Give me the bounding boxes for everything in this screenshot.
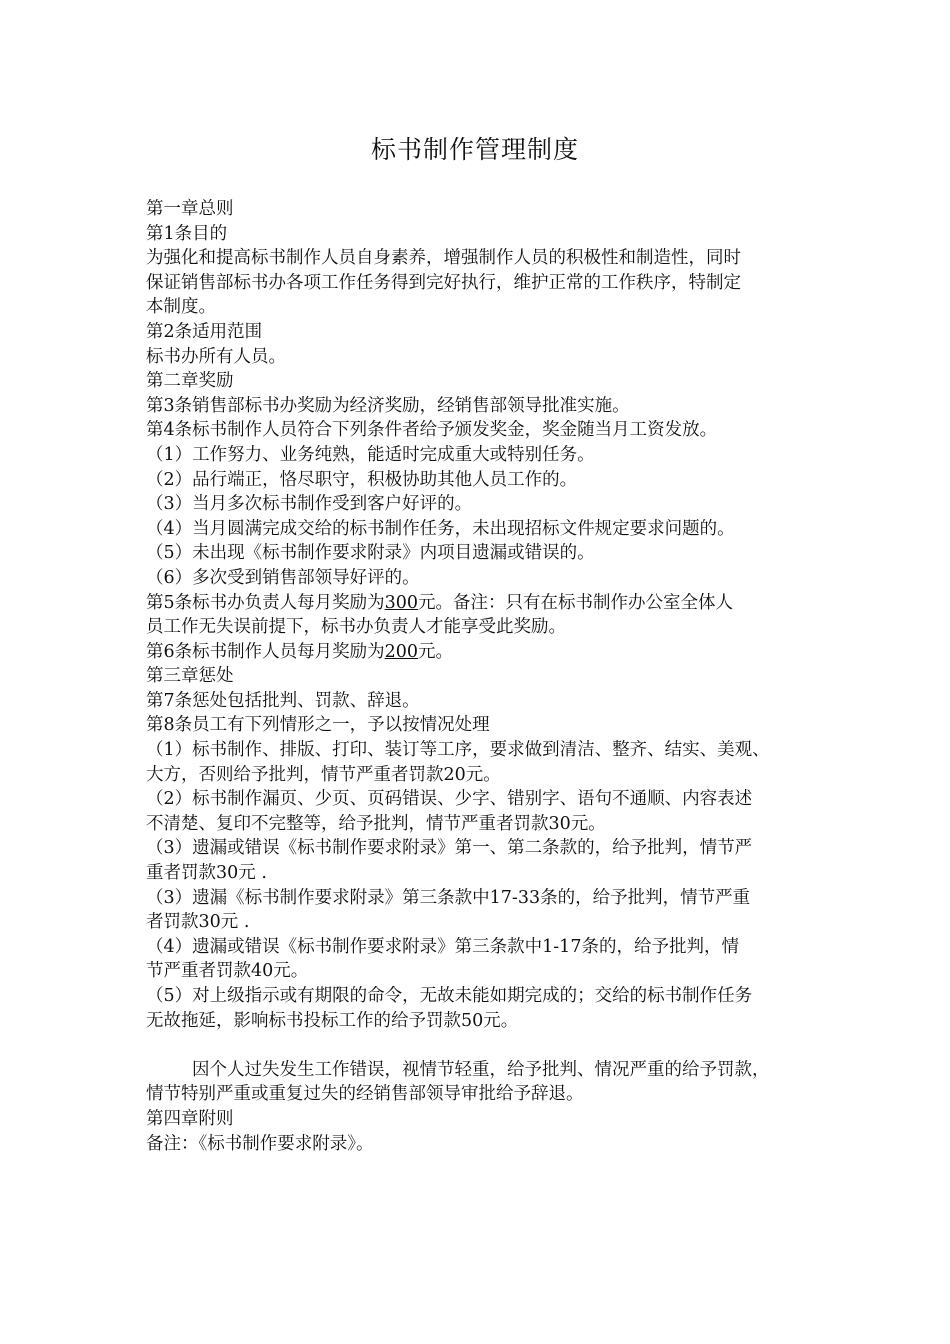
text-line: 重者罚款30元 . [146, 863, 267, 884]
article-6-suffix: 元。 [418, 641, 454, 662]
list-item: （1）工作努力、业务纯熟，能适时完成重大或特别任务。 [146, 444, 595, 465]
chapter-heading: 第一章总则 [146, 199, 234, 219]
blank-line [146, 1033, 826, 1058]
text-line: 第8条员工有下列情形之一，予以按情况处理 [146, 715, 490, 736]
article-5-prefix: 第5条标书办负责人每月奖励为 [146, 592, 385, 613]
text-line: 节严重者罚款40元。 [146, 961, 309, 982]
article-5-continuation: 员工作无失误前提下，标书办负责人才能享受此奖励。 [146, 617, 566, 638]
list-item: （4）当月圆满完成交给的标书制作任务，未出现招标文件规定要求问题的。 [146, 518, 735, 539]
text-line: 大方，否则给予批判，情节严重者罚款20元。 [146, 764, 501, 785]
document-title: 标书制作管理制度 [370, 135, 579, 164]
article-5-line [146, 591, 826, 616]
list-item: （6）多次受到销售部领导好评的。 [146, 567, 420, 588]
remark-line: 备注：《标书制作要求附录》。 [146, 1133, 374, 1154]
text-line: 无故拖延，影响标书投标工作的给予罚款50元。 [146, 1010, 519, 1031]
list-item: （3）当月多次标书制作受到客户好评的。 [146, 494, 473, 515]
article-5-amount: 300 [384, 592, 419, 613]
paragraph-second-line: 情节特别严重或重复过失的经销售部领导审批给予辞退。 [146, 1084, 584, 1105]
text-line: 为强化和提高标书制作人员自身素养，增强制作人员的积极性和制造性，同时 [146, 248, 741, 269]
article-6-prefix: 第6条标书制作人员每月奖励为 [146, 641, 385, 662]
text-line: 第3条销售部标书办奖励为经济奖励，经销售部领导批准实施。 [146, 395, 630, 416]
list-item: （5）对上级指示或有期限的命令，无故未能如期完成的；交给的标书制作任务 [146, 986, 753, 1006]
text-line: 者罚款30元 . [146, 912, 250, 933]
list-item: （3）遗漏《标书制作要求附录》第三条款中17-33条的，给予批判，情节严重 [146, 887, 751, 908]
article-5-suffix: 元。备注：只有在标书制作办公室全体人 [418, 592, 734, 613]
text-line: 第7条惩处包括批判、罚款、辞退。 [146, 690, 420, 711]
paragraph-first-line: 因个人过失发生工作错误，视情节轻重，给予批判、情况严重的给予罚款， [192, 1059, 770, 1080]
article-heading: 第1条目的 [146, 223, 228, 244]
text-line: 第4条标书制作人员符合下列条件者给予颁发奖金，奖金随当月工资发放。 [146, 420, 718, 441]
list-item: （4）遗漏或错误《标书制作要求附录》第三条款中1-17条的，给予批判，情 [146, 936, 739, 957]
chapter-heading: 第二章奖励 [146, 371, 234, 392]
list-item: （3）遗漏或错误《标书制作要求附录》第一、第二条款的，给予批判，情节严 [146, 838, 753, 859]
list-item: （1）标书制作、排版、打印、装订等工序，要求做到清洁、整齐、结实、美观、 [146, 740, 770, 761]
article-6-amount: 200 [384, 641, 419, 662]
list-item: （2）标书制作漏页、少页、页码错误、少字、错别字、语句不通顺、内容表述 [146, 789, 753, 810]
article-6-line [146, 640, 826, 665]
text-line: 保证销售部标书办各项工作任务得到完好执行，维护正常的工作秩序，特制定 [146, 272, 741, 293]
list-item: （2）品行端正，恪尽职守，积极协助其他人员工作的。 [146, 469, 578, 490]
chapter-heading: 第四章附则 [146, 1108, 234, 1129]
text-line: 标书办所有人员。 [146, 346, 286, 367]
chapter-heading: 第三章惩处 [146, 666, 234, 687]
document-body [146, 197, 826, 1156]
text-line: 本制度。 [146, 297, 216, 318]
list-item: （5）未出现《标书制作要求附录》内项目遗漏或错误的。 [146, 543, 595, 564]
text-line: 不清楚、复印不完整等，给予批判，情节严重者罚款30元。 [146, 813, 606, 834]
article-heading: 第2条适用范围 [146, 321, 263, 342]
